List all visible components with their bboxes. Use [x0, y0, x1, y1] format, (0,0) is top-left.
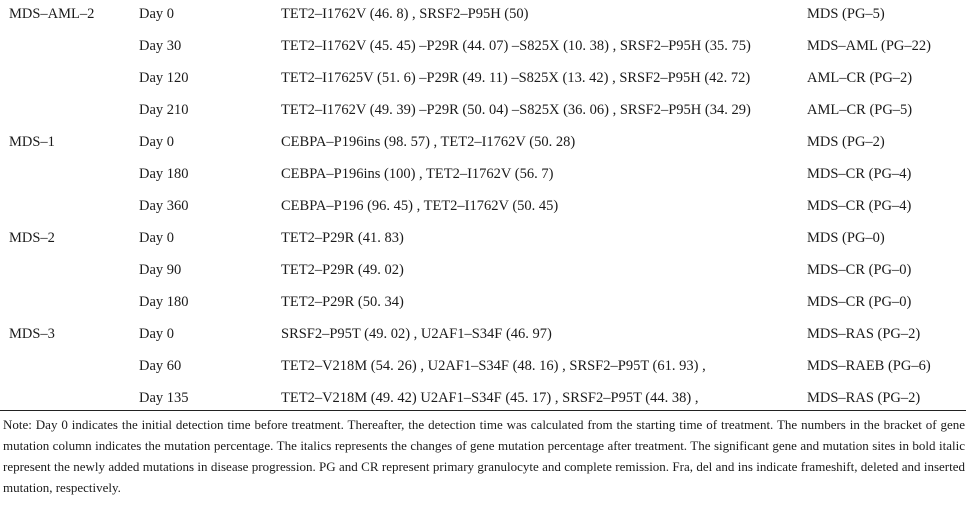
- mutations-cell: TET2–I1762V (46. 8) , SRSF2–P95H (50): [281, 6, 529, 22]
- status-cell: MDS–CR (PG–0): [807, 262, 912, 278]
- mutations-cell: SRSF2–P95T (49. 02) , U2AF1–S34F (46. 97): [281, 326, 552, 342]
- day-cell: Day 135: [139, 390, 189, 406]
- table-row: [0, 384, 976, 416]
- table-row: [0, 224, 976, 256]
- status-cell: AML–CR (PG–5): [807, 102, 913, 118]
- day-cell: Day 180: [139, 166, 189, 182]
- day-cell: Day 180: [139, 294, 189, 310]
- status-cell: MDS–CR (PG–0): [807, 294, 912, 310]
- mutations-cell: TET2–I1762V (49. 39) –P29R (50. 04) –S825X (36. 06) , SRSF2–P95H (34. 29): [281, 102, 751, 118]
- mutations-cell: TET2–I17625V (51. 6) –P29R (49. 11) –S825X (13. 42) , SRSF2–P95H (42. 72): [281, 70, 751, 86]
- mutations-cell: CEBPA–P196 (96. 45) , TET2–I1762V (50. 45): [281, 198, 559, 214]
- table-row: [0, 256, 976, 288]
- day-cell: Day 0: [139, 326, 175, 342]
- status-cell: MDS–CR (PG–4): [807, 198, 912, 214]
- sample-cell: MDS–AML–2: [9, 6, 95, 22]
- status-cell: AML–CR (PG–2): [807, 70, 913, 86]
- day-cell: Day 120: [139, 70, 189, 86]
- day-cell: Day 60: [139, 358, 182, 374]
- sample-cell: MDS–3: [9, 326, 55, 342]
- mutations-cell: TET2–P29R (49. 02): [281, 262, 404, 278]
- status-cell: MDS (PG–0): [807, 230, 885, 246]
- mutations-cell: CEBPA–P196ins (100) , TET2–I1762V (56. 7): [281, 166, 554, 182]
- day-cell: Day 0: [139, 6, 175, 22]
- table-row: [0, 320, 976, 352]
- sample-cell: MDS–1: [9, 134, 55, 150]
- table-row: [0, 32, 976, 64]
- day-cell: Day 210: [139, 102, 189, 118]
- day-cell: Day 360: [139, 198, 189, 214]
- table-row: [0, 192, 976, 224]
- table-row: [0, 352, 976, 384]
- table-row: [0, 64, 976, 96]
- sample-cell: MDS–2: [9, 230, 55, 246]
- day-cell: Day 30: [139, 38, 182, 54]
- mutations-cell: TET2–V218M (54. 26) , U2AF1–S34F (48. 16) , SRSF2–P95T (61. 93) ,: [281, 358, 706, 374]
- mutations-cell: TET2–P29R (41. 83): [281, 230, 404, 246]
- status-cell: MDS–RAEB (PG–6): [807, 358, 931, 374]
- status-cell: MDS (PG–5): [807, 6, 885, 22]
- status-cell: MDS–CR (PG–4): [807, 166, 912, 182]
- day-cell: Day 90: [139, 262, 182, 278]
- table-row: [0, 288, 976, 320]
- mutations-cell: TET2–P29R (50. 34): [281, 294, 404, 310]
- status-cell: MDS (PG–2): [807, 134, 885, 150]
- status-cell: MDS–AML (PG–22): [807, 38, 931, 54]
- day-cell: Day 0: [139, 134, 175, 150]
- table-row: [0, 96, 976, 128]
- status-cell: MDS–RAS (PG–2): [807, 326, 921, 342]
- table-row: [0, 0, 976, 32]
- mutations-cell: TET2–V218M (49. 42) U2AF1–S34F (45. 17) , SRSF2–P95T (44. 38) ,: [281, 390, 699, 406]
- table-row: [0, 160, 976, 192]
- table-note: Note: Day 0 indicates the initial detection time before treatment. Thereafter, the detection time was calculated from the starting time of treatment. The numbers in the bracket of gene mutation column indicates the mutation percentage. The italics represents the changes of gene mutation percentage after treatment. The significant gene and mutation sites in bold italic represent the newly added mutations in disease progression. PG and CR represent primary granulocyte and complete remission. Fra, del and ins indicate frameshift, deleted and inserted mutation, respectively.: [3, 417, 965, 495]
- mutations-cell: CEBPA–P196ins (98. 57) , TET2–I1762V (50. 28): [281, 134, 576, 150]
- table-row: [0, 128, 976, 160]
- day-cell: Day 0: [139, 230, 175, 246]
- mutations-cell: TET2–I1762V (45. 45) –P29R (44. 07) –S825X (10. 38) , SRSF2–P95H (35. 75): [281, 38, 751, 54]
- table-bottom-rule: [0, 410, 966, 411]
- status-cell: MDS–RAS (PG–2): [807, 390, 921, 406]
